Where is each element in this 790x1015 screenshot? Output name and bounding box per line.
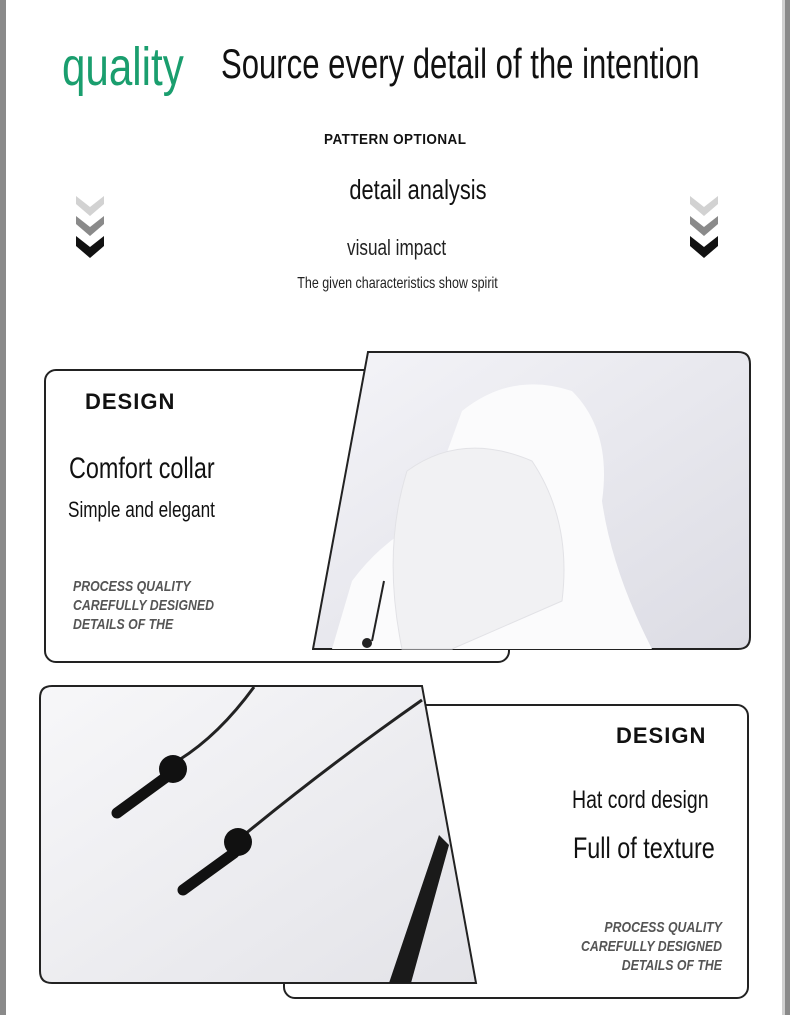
accent-word: quality [62, 37, 184, 97]
drawcord-toggle-photo [39, 685, 479, 985]
feature-note: PROCESS QUALITY CAREFULLY DESIGNED DETAILS OF THE [580, 919, 722, 974]
section-heading [0, 174, 790, 206]
design-tag: DESIGN [85, 389, 176, 414]
triple-chevron-down-icon [689, 196, 719, 260]
feature-note: PROCESS QUALITY CAREFULLY DESIGNED DETAILS OF THE [73, 578, 215, 633]
feature-subtitle: Simple and elegant [68, 497, 215, 522]
section-caption [0, 275, 790, 293]
section-heading-text: detail analysis [349, 174, 487, 205]
eyebrow-label: PATTERN OPTIONAL [324, 131, 467, 148]
section-subheading [0, 235, 790, 261]
page-title: Source every detail of the intention [221, 40, 700, 87]
white-hood-photo [312, 351, 752, 651]
design-tag: DESIGN [616, 723, 707, 748]
left-frame-border [0, 0, 6, 1015]
feature-title: Hat cord design [572, 786, 709, 814]
feature-title: Comfort collar [69, 452, 215, 485]
section-caption-text: The given characteristics show spirit [296, 275, 498, 292]
triple-chevron-down-icon [75, 196, 105, 260]
feature-subtitle: Full of texture [573, 832, 715, 865]
section-subheading-text: visual impact [347, 235, 447, 260]
right-frame-border [782, 0, 790, 1015]
